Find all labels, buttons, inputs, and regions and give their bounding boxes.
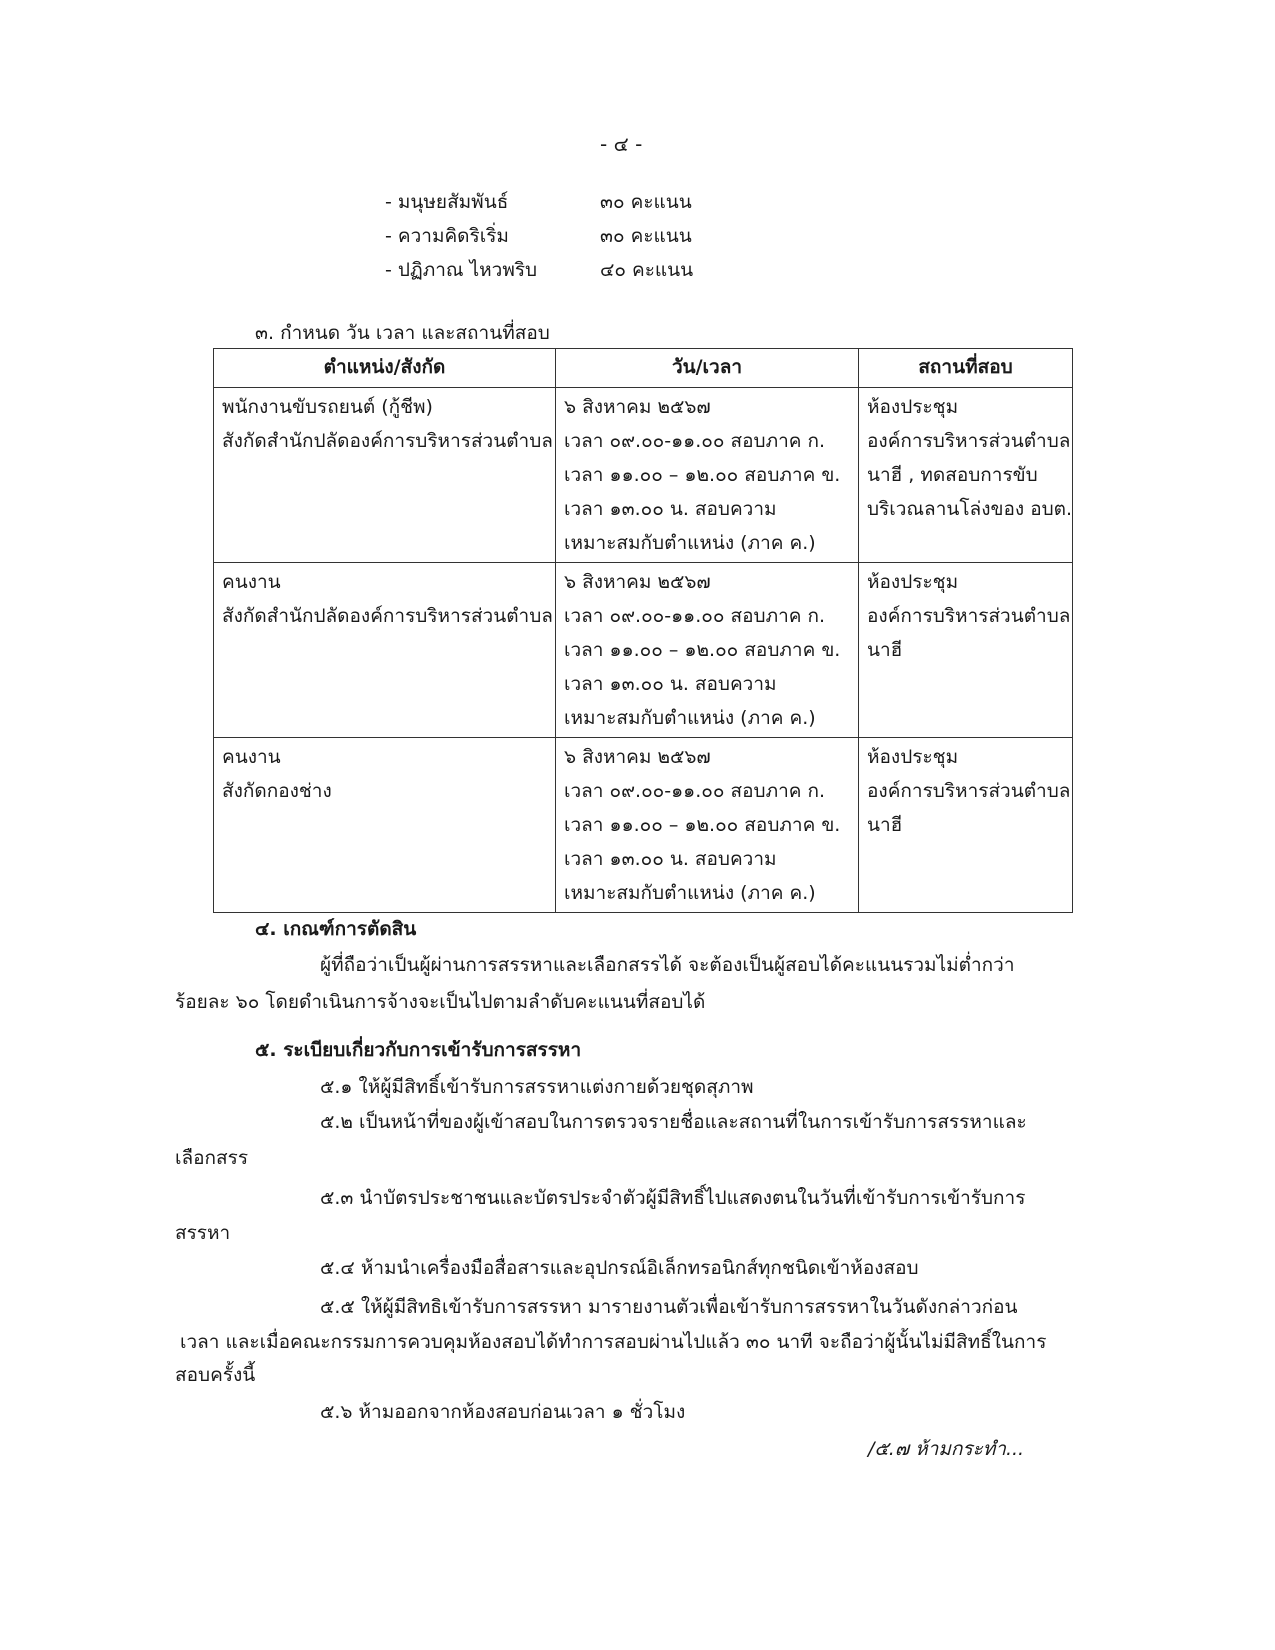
rule-item-5-5-cont: สอบครั้งนี้ (175, 1364, 256, 1386)
section4-line: ร้อยละ ๖๐ โดยดำเนินการจ้างจะเป็นไปตามลำดับคะแนนที่สอบได้ (175, 991, 706, 1013)
score-value: ๔๐ คะแนน (600, 259, 694, 281)
table-row (214, 563, 1073, 738)
rule-item-5-5: ๕.๕ ให้ผู้มีสิทธิเข้ารับการสรรหา มารายงานตัวเพื่อเข้ารับการสรรหาในวันดังกล่าวก่อน (320, 1296, 1018, 1318)
cell-place (859, 738, 1073, 913)
cell-position (214, 738, 556, 913)
rule-item-5-3: ๕.๓ นำบัตรประชาชนและบัตรประจำตัวผู้มีสิทธิ์ไปแสดงตนในวันที่เข้ารับการเข้ารับการ (320, 1187, 1026, 1209)
cell-line: สังกัดกองช่าง (222, 780, 332, 802)
rule-item-5-6: ๕.๖ ห้ามออกจากห้องสอบก่อนเวลา ๑ ชั่วโมง (320, 1401, 686, 1423)
score-name: - ความคิดริเริ่ม (385, 225, 509, 247)
cell-line: ๖ สิงหาคม ๒๕๖๗ (564, 746, 711, 768)
cell-line: ห้องประชุม (867, 746, 959, 768)
table-row (214, 738, 1073, 913)
page-number: - ๔ - (600, 132, 643, 156)
cell-line: เวลา ๑๑.๐๐ – ๑๒.๐๐ สอบภาค ข. (564, 639, 841, 661)
cell-line: คนงาน (222, 746, 281, 768)
section4-heading: ๔. เกณฑ์การตัดสิน (255, 918, 417, 940)
header-position: ตำแหน่ง/สังกัด (214, 349, 556, 388)
cell-line: เวลา ๑๑.๐๐ – ๑๒.๐๐ สอบภาค ข. (564, 464, 841, 486)
score-value: ๓๐ คะแนน (600, 225, 692, 247)
cell-position (214, 388, 556, 563)
cell-line: เวลา ๑๓.๐๐ น. สอบความ (564, 673, 777, 695)
score-value: ๓๐ คะแนน (600, 191, 692, 213)
header-datetime: วัน/เวลา (556, 349, 859, 388)
cell-line: ห้องประชุม (867, 396, 959, 418)
table-row (214, 388, 1073, 563)
cell-line: องค์การบริหารส่วนตำบล (867, 605, 1071, 627)
cell-line: เหมาะสมกับตำแหน่ง (ภาค ค.) (564, 532, 816, 554)
score-name: - ปฏิภาณ ไหวพริบ (385, 259, 538, 281)
cell-line: เวลา ๐๙.๐๐-๑๑.๐๐ สอบภาค ก. (564, 780, 826, 802)
cell-line: สังกัดสำนักปลัดองค์การบริหารส่วนตำบล (222, 605, 553, 627)
section3-heading: ๓. กำหนด วัน เวลา และสถานที่สอบ (255, 322, 550, 344)
cell-line: เหมาะสมกับตำแหน่ง (ภาค ค.) (564, 707, 816, 729)
cell-line: องค์การบริหารส่วนตำบล (867, 430, 1071, 452)
cell-line: เวลา ๑๓.๐๐ น. สอบความ (564, 848, 777, 870)
table-header-row (214, 349, 1073, 388)
section4-line: ผู้ที่ถือว่าเป็นผู้ผ่านการสรรหาและเลือกสรรได้ จะต้องเป็นผู้สอบได้คะแนนรวมไม่ต่ำกว่า (320, 954, 1015, 976)
cell-line: เวลา ๑๓.๐๐ น. สอบความ (564, 498, 777, 520)
cell-datetime (556, 738, 859, 913)
cell-line: องค์การบริหารส่วนตำบล (867, 780, 1071, 802)
rule-item-5-4: ๕.๔ ห้ามนำเครื่องมือสื่อสารและอุปกรณ์อิเล็กทรอนิกส์ทุกชนิดเข้าห้องสอบ (320, 1257, 919, 1279)
cell-position (214, 563, 556, 738)
cell-line: ห้องประชุม (867, 571, 959, 593)
cell-line: สังกัดสำนักปลัดองค์การบริหารส่วนตำบล (222, 430, 553, 452)
rule-item-5-1: ๕.๑ ให้ผู้มีสิทธิ์เข้ารับการสรรหาแต่งกายด้วยชุดสุภาพ (320, 1076, 754, 1098)
cell-line: ๖ สิงหาคม ๒๕๖๗ (564, 571, 711, 593)
cell-datetime (556, 563, 859, 738)
cell-place (859, 563, 1073, 738)
rule-item-5-3-cont: สรรหา (175, 1222, 231, 1244)
cell-line: บริเวณลานโล่งของ อบต. (867, 498, 1073, 520)
cell-line: คนงาน (222, 571, 281, 593)
cell-datetime (556, 388, 859, 563)
cell-line: เวลา ๐๙.๐๐-๑๑.๐๐ สอบภาค ก. (564, 605, 826, 627)
cell-line: นาฮี (867, 814, 903, 836)
section5-heading: ๕. ระเบียบเกี่ยวกับการเข้ารับการสรรหา (255, 1039, 582, 1061)
rule-item-5-2: ๕.๒ เป็นหน้าที่ของผู้เข้าสอบในการตรวจรายชื่อและสถานที่ในการเข้ารับการสรรหาและ (320, 1111, 1027, 1133)
header-place: สถานที่สอบ (859, 349, 1073, 388)
cell-line: นาฮี (867, 639, 903, 661)
continuation-footer: /๕.๗ ห้ามกระทำ... (868, 1438, 1025, 1460)
score-name: - มนุษยสัมพันธ์ (385, 191, 509, 213)
cell-line: เวลา ๑๑.๐๐ – ๑๒.๐๐ สอบภาค ข. (564, 814, 841, 836)
cell-line: พนักงานขับรถยนต์ (กู้ชีพ) (222, 396, 433, 418)
exam-schedule-table (213, 348, 1073, 913)
cell-line: เวลา ๐๙.๐๐-๑๑.๐๐ สอบภาค ก. (564, 430, 826, 452)
cell-line: นาฮี , ทดสอบการขับ (867, 464, 1038, 486)
cell-place (859, 388, 1073, 563)
cell-line: ๖ สิงหาคม ๒๕๖๗ (564, 396, 711, 418)
rule-item-5-5-cont: เวลา และเมื่อคณะกรรมการควบคุมห้องสอบได้ทำการสอบผ่านไปแล้ว ๓๐ นาที จะถือว่าผู้นั้นไม่มีสิทธิ์ในการ (180, 1331, 1047, 1353)
cell-line: เหมาะสมกับตำแหน่ง (ภาค ค.) (564, 882, 816, 904)
rule-item-5-2-cont: เลือกสรร (175, 1147, 249, 1169)
